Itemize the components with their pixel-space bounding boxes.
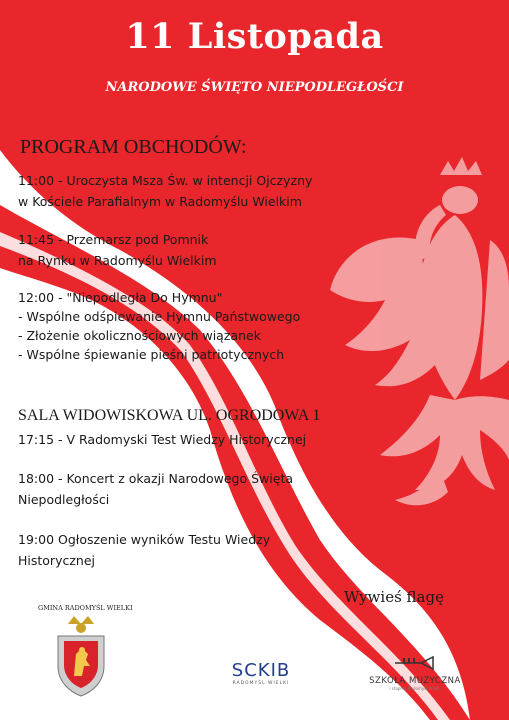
program-line: w Kościele Parafialnym w Radomyślu Wielkim <box>18 194 302 209</box>
program-line: 11:45 - Przemarsz pod Pomnik <box>18 232 209 247</box>
venue-line: Historycznej <box>18 553 95 568</box>
program-line: 11:00 - Uroczysta Msza Św. w intencji Ojczyzny <box>18 173 313 188</box>
music-school-name: SZKOŁA MUZYCZNA <box>369 676 461 686</box>
sck-logo <box>228 660 294 686</box>
page-subtitle: NARODOWE ŚWIĘTO NIEPODLEGŁOŚCI <box>105 80 404 95</box>
venue-heading: SALA WIDOWISKOWA UL. OGRODOWA 1 <box>18 407 321 424</box>
venue-line: 17:15 - V Radomyski Test Wiedzy Historycznej <box>18 432 307 447</box>
program-line: - Złożenie okolicznościowych wiązanek <box>18 328 261 343</box>
venue-line: 18:00 - Koncert z okazji Narodowego Święta <box>18 471 293 486</box>
sck-logo-subtext: RADOMYŚL WIELKI <box>232 681 290 686</box>
trumpet-icon <box>393 654 437 672</box>
venue-line: 19:00 Ogłoszenie wyników Testu Wiedzy <box>18 532 271 547</box>
music-school-logo <box>360 654 470 691</box>
program-item <box>18 170 312 212</box>
program-line: 12:00 - "Niepodległa Do Hymnu" <box>18 290 223 305</box>
gmina-label: GMINA RADOMYŚL WIELKI <box>38 604 133 612</box>
program-item <box>18 288 300 364</box>
program-heading: PROGRAM OBCHODÓW: <box>20 136 247 158</box>
program-line: na Rynku w Radomyślu Wielkim <box>18 253 217 268</box>
program-line: - Wspólne śpiewanie pieśni patriotycznych <box>18 347 285 362</box>
venue-item <box>18 529 270 571</box>
sck-logo-text: SCKIB <box>231 660 291 681</box>
call-to-action: Wywieś flagę <box>344 588 444 606</box>
venue-item <box>18 429 306 450</box>
program-item <box>18 229 217 271</box>
page-title: 11 Listopada <box>125 16 384 57</box>
venue-line: Niepodległości <box>18 492 110 507</box>
music-school-subtext: I stopnia Radomyśl Wielki <box>389 686 441 691</box>
program-line: - Wspólne odśpiewanie Hymnu Państwowego <box>18 309 301 324</box>
venue-item <box>18 468 293 510</box>
municipality-crest-icon <box>52 614 110 698</box>
